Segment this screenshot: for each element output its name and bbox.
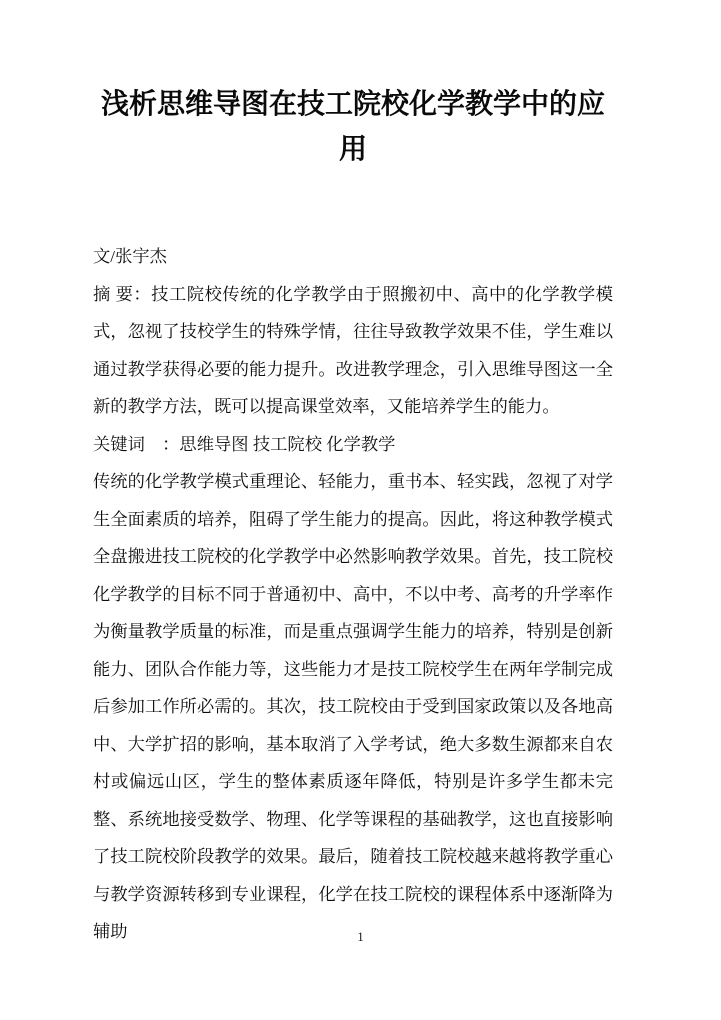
keywords-line: 关键词 ：思维导图 技工院校 化学教学 <box>93 434 396 454</box>
abstract-paragraph: 摘 要：技工院校传统的化学教学由于照搬初中、高中的化学教学模式，忽视了技校学生的特殊学情，往往导致教学效果不佳，学生难以通过教学获得必要的能力提升。改进教学理念，引入思维导图这一全新的教学方法，既可以提高课堂效率，又能培养学生的能力。 <box>93 284 613 416</box>
document-content <box>93 0 613 951</box>
page-number: 1 <box>357 929 364 944</box>
body-paragraph: 传统的化学教学模式重理论、轻能力，重书本、轻实践，忽视了对学生全面素质的培养，阻碍了学生能力的提高。因此，将这种教学模式全盘搬进技工院校的化学教学中必然影响教学效果。首先，技工院校化学教学的目标不同于普通初中、高中，不以中考、高考的升学率作为衡量教学质量的标准，而是重点强调学生能力的培养，特别是创新能力、团队合作能力等，这些能力才是技工院校学生在两年学制完成后参加工作所必需的。其次，技工院校由于受到国家政策以及各地高中、大学扩招的影响，基本取消了入学考试，绝大多数生源都来自农村或偏远山区，学生的整体素质逐年降低，特别是许多学生都未完整、系统地接受数学、物理、化学等课程的基础教学，这也直接影响了技工院校阶段教学的效果。最后，随着技工院校越来越将教学重心与教学资源转移到专业课程，化学在技工院校的课程体系中逐渐降为辅助 <box>93 472 613 941</box>
document-title: 浅析思维导图在技工院校化学教学中的应用 <box>100 89 605 165</box>
author-byline: 文/张宇杰 <box>93 247 167 266</box>
